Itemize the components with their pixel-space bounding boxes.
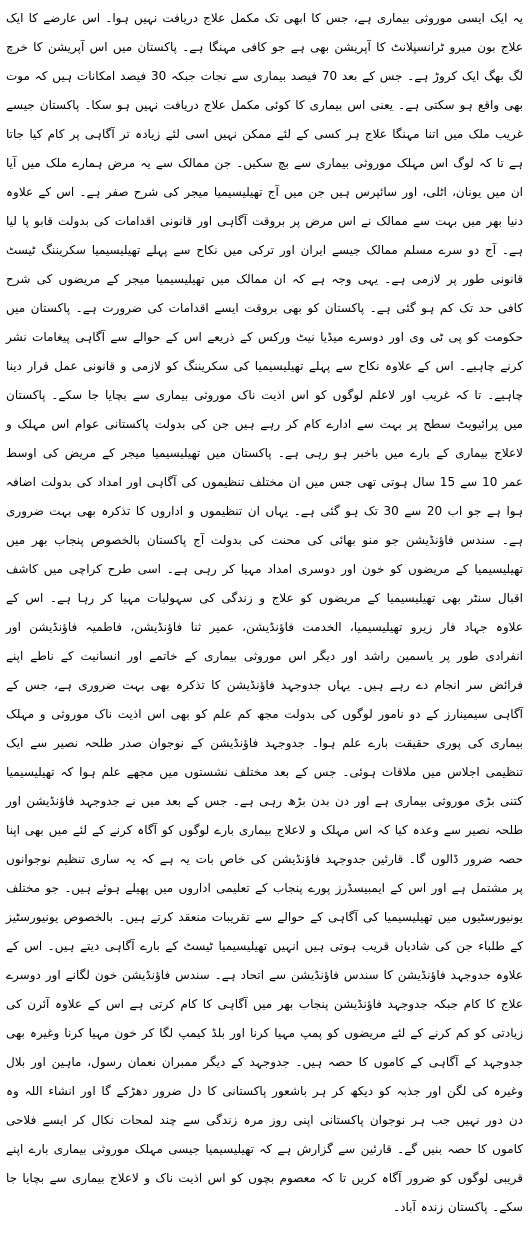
article-body: یہ ایک ایسی موروثی بیماری ہے، جس کا ابھی تک مکمل علاج دریافت نہیں ہوا۔ اس عارضے کا ایک علاج بون میرو ٹرانسپلانٹ کا آپریشن بھی ہے جو کافی مہنگا ہے۔ پاکستان میں اس آپریشن کا خرچ لگ بھگ ایک کروڑ ہے۔ جس کے بعد 70 فیصد بیماری سے نجات جبکہ 30 فیصد امکانات ہیں کہ موت بھی واقع ہو سکتی ہے۔ یعنی اس بیماری کا کوئی مکمل علاج دریافت نہیں ہو سکا۔ پاکستان جیسے غریب ملک میں اتنا مہنگا علاج ہر کسی کے لئے ممکن نہیں اسی لئے زیادہ تر آگاہی پر کام کیا جاتا ہے تا کہ لوگ اس مہلک موروثی بیماری سے بچ سکیں۔ جن ممالک سے یہ مرض ہمارے ملک میں آیا ان میں یونان، اٹلی، اور سائپرس ہیں جن میں آج تھیلیسیمیا میجر کی شرح صفر ہے۔ اس کے علاوہ دنیا بھر میں بہت سے ممالک نے اس مرض پر بروقت آگاہی اور قانونی اقدامات کی بدولت قابو پا لیا ہے۔ آج دو سرے مسلم ممالک جیسے ایران اور ترکی میں نکاح سے پہلے تھیلیسیمیا سکریننگ ٹیسٹ قانونی طور پر لازمی ہے۔ یہی وجہ ہے کہ ان ممالک میں تھیلیسیمیا میجر کے مریضوں کی شرح کافی حد تک کم ہو گئی ہے۔ پاکستان کو بھی بروقت ایسے اقدامات کی ضرورت ہے۔ پاکستان میں حکومت کو پی ٹی وی اور دوسرے میڈیا نیٹ ورکس کے ذریعے اس کے حوالے سے آگاہی پیغامات نشر کرنے چاہیے۔ اس کے علاوہ نکاح سے پہلے تھیلیسیمیا کی سکریننگ کو لازمی و قانونی عمل قرار دینا چاہیے۔ تا کہ غریب اور لاعلم لوگوں کو اس اذیت ناک موروثی بیماری سے بچایا جا سکے۔ پاکستان میں پرائیویٹ سطح پر بہت سے ادارے کام کر رہے ہیں جن کی بدولت پاکستانی عوام اس مہلک و لاعلاج بیماری کے بارے میں باخبر ہو رہی ہے۔ پاکستان میں تھیلیسیمیا میجر کے مریض کی اوسط عمر 10 سے 15 سال ہوتی تھی جس میں ان مختلف تنظیموں کی آگاہی اور امداد کی بدولت اضافہ ہوا ہے جو اب 20 سے 30 تک ہو گئی ہے۔ یہاں ان تنظیموں و اداروں کا تذکرہ بھی بہت ضروری ہے۔ سندس فاؤنڈیشن جو منو بھائی کی محنت کی بدولت آج پاکستان بالخصوص پنجاب بھر میں تھیلیسیمیا کے مریضوں کو خون اور دوسری امداد مہیا کر رہی ہے۔ اسی طرح کراچی میں کاشف اقبال سنٹر بھی تھیلیسیمیا کے مریضوں کو علاج و زندگی کی سہولیات مہیا کر رہا ہے۔ اس کے علاوہ جہاد فار زیرو تھیلیسیمیا، الخدمت فاؤنڈیشن، عمیر ثنا فاؤنڈیشن، فاطمیہ فاؤنڈیشن اور انفرادی طور پر یاسمین راشد اور دیگر اس موروثی بیماری کے خاتمے اور انسانیت کے ناطے اپنے فرائض سر انجام دے رہے ہیں۔ یہاں جدوجہد فاؤنڈیشن کا تذکرہ بھی بہت ضروری ہے، جس کے آگاہی سیمینارز کے دو نامور لوگوں کی بدولت مجھ کم علم کو بھی اس اذیت ناک موروثی و مہلک بیماری کی پوری حقیقت بارے علم ہوا۔ جدوجہد فاؤنڈیشن کے نوجوان صدر طلحہ نصیر سے ایک تنظیمی اجلاس میں ملاقات ہوئی۔ جس کے بعد مختلف نشستوں میں مجھے علم ہوا کہ تھیلیسیمیا کتنی بڑی موروثی بیماری ہے اور دن بدن بڑھ رہی ہے۔ جس کے بعد میں نے جدوجہد فاؤنڈیشن اور طلحہ نصیر سے وعدہ کیا کہ اس مہلک و لاعلاج بیماری بارے لوگوں کو آگاہ کرنے کے لئے میں بھی اپنا حصہ ضرور ڈالوں گا۔ قارئین جدوجہد فاؤنڈیشن کی خاص بات یہ ہے کہ یہ ساری تنظیم نوجوانوں پر مشتمل ہے اور اس کے ایمبیسڈرز پورے پنجاب کے تعلیمی اداروں میں پھیلے ہوئے ہیں۔ جو مختلف یونیورسٹیوں میں تھیلیسیمیا کی آگاہی کے حوالے سے تقریبات منعقد کرتے ہیں۔ بالخصوص یونیورسٹیز کے طلباء جن کی شادیاں قریب ہوتی ہیں انہیں تھیلیسیمیا ٹیسٹ کے بارے آگاہی دیتے ہیں۔ اس کے علاوہ جدوجہد فاؤنڈیشن کا سندس فاؤنڈیشن سے اتحاد ہے۔ سندس فاؤنڈیشن خون لگانے اور دوسرے علاج کا کام جبکہ جدوجہد فاؤنڈیشن پنجاب بھر میں آگاہی کا کام کرتی ہے اس کے علاوہ آئرن کی زیادتی کو کم کرنے کے لئے مریضوں کو پمپ مہیا کرنا اور بلڈ کیمپ لگا کر خون مہیا کرنا وغیرہ بھی جدوجہد کے آگاہی کے کاموں کا حصہ ہیں۔ جدوجہد کے دیگر ممبران نعمان رسول، ماہین اور بلال وغیرہ کی لگن اور جذبہ کو دیکھ کر ہر باشعور پاکستانی کا دل ضرور دھڑکے گا اور انشاء اللہ وہ دن دور نہیں جب ہر نوجوان پاکستانی اپنی روز مرہ زندگی سے چند لمحات نکال کر ایسے فلاحی کاموں کا حصہ بنیں گے۔ قارئین سے گزارش ہے کہ تھیلیسیمیا جیسی مہلک موروثی بیماری بارے اپنے قریبی لوگوں کو ضرور آگاہ کریں تا کہ معصوم بچوں کو اس اذیت ناک و لاعلاج بیماری سے بچایا جا سکے۔ پاکستان زندہ آباد۔ [6,11,524,1214]
